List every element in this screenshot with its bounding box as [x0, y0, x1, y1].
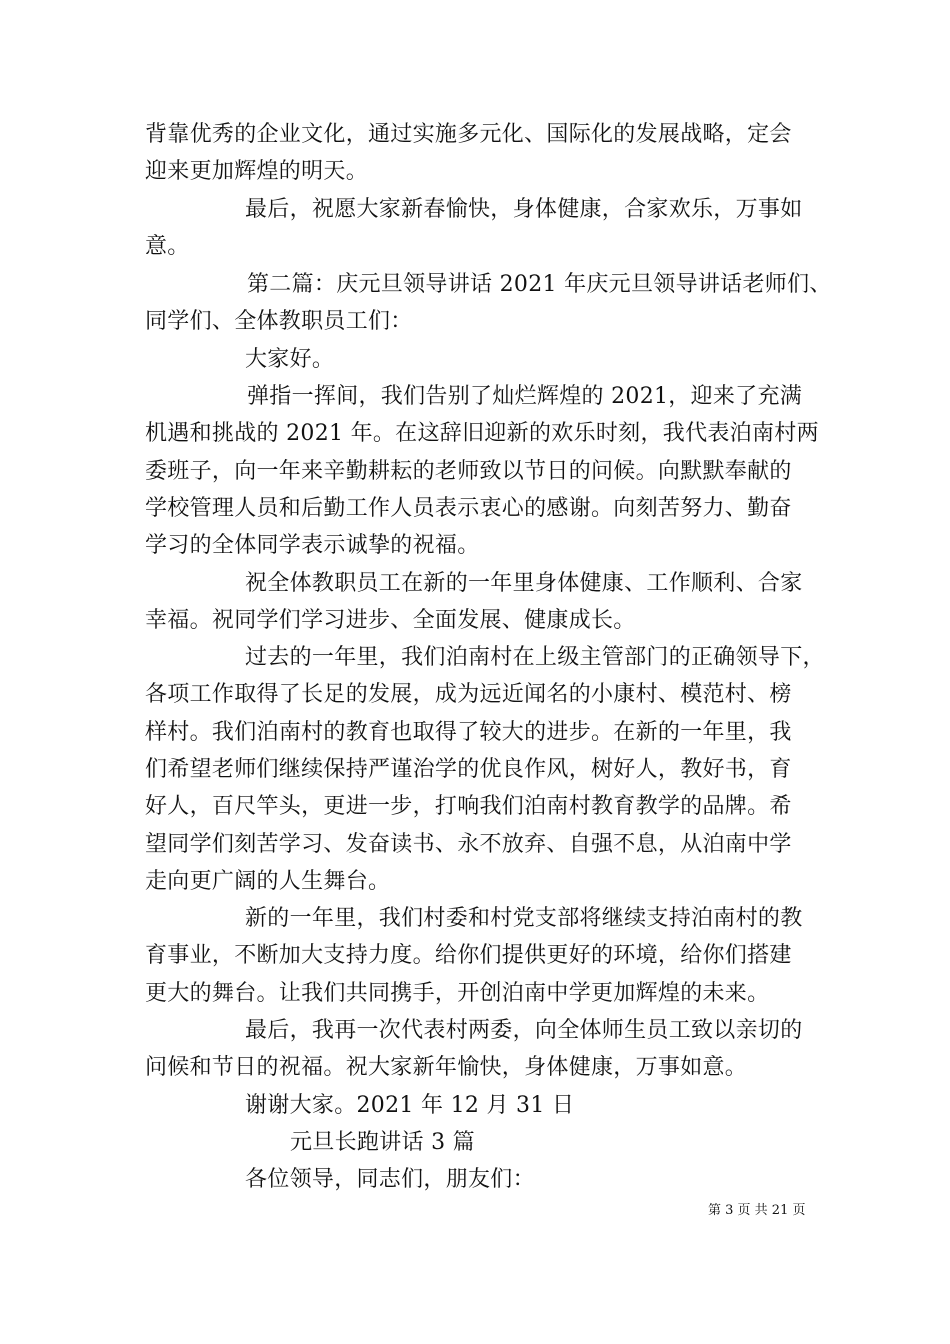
text-line: 同学们、全体教职员工们： [145, 309, 413, 334]
text-line: 幸福。祝同学们学习进步、全面发展、健康成长。 [145, 608, 636, 633]
text-line: 学校管理人员和后勤工作人员表示衷心的感谢。向刻苦努力、勤奋 [145, 496, 792, 521]
text-line: 过去的一年里，我们泊南村在上级主管部门的正确领导下， [245, 645, 825, 670]
text-line: 背靠优秀的企业文化，通过实施多元化、国际化的发展战略，定会 [145, 122, 792, 147]
text-line: 学习的全体同学表示诚挚的祝福。 [145, 533, 480, 558]
text-line: 祝全体教职员工在新的一年里身体健康、工作顺利、合家 [245, 571, 803, 596]
text-line: 好人，百尺竿头，更进一步，打响我们泊南村教育教学的品牌。希 [145, 794, 792, 819]
text-line: 弹指一挥间，我们告别了灿烂辉煌的 2021，迎来了充满 [247, 384, 803, 409]
page-number: 第 3 页 共 21 页 [708, 1203, 806, 1218]
text-line: 望同学们刻苦学习、发奋读书、永不放弃、自强不息，从泊南中学 [145, 832, 792, 857]
text-line: 们希望老师们继续保持严谨治学的优良作风，树好人，教好书，育 [145, 757, 792, 782]
text-line: 迎来更加辉煌的明天。 [145, 159, 369, 184]
text-line: 委班子，向一年来辛勤耕耘的老师致以节日的问候。向默默奉献的 [145, 459, 792, 484]
text-line: 育事业，不断加大支持力度。给你们提供更好的环境，给你们搭建 [145, 943, 792, 968]
text-line: 新的一年里，我们村委和村党支部将继续支持泊南村的教 [245, 906, 803, 931]
text-line: 最后，我再一次代表村两委，向全体师生员工致以亲切的 [245, 1018, 803, 1043]
text-line: 问候和节日的祝福。祝大家新年愉快，身体健康，万事如意。 [145, 1055, 748, 1080]
text-line: 走向更广阔的人生舞台。 [145, 869, 391, 894]
text-line: 机遇和挑战的 2021 年。在这辞旧迎新的欢乐时刻，我代表泊南村两 [145, 421, 819, 446]
text-line: 谢谢大家。2021 年 12 月 31 日 [245, 1093, 575, 1118]
text-line: 样村。我们泊南村的教育也取得了较大的进步。在新的一年里，我 [145, 720, 792, 745]
text-line: 大家好。 [245, 347, 335, 372]
text-line: 各位领导，同志们，朋友们： [245, 1167, 535, 1192]
text-line: 各项工作取得了长足的发展，成为远近闻名的小康村、模范村、榜 [145, 682, 792, 707]
text-line: 更大的舞台。让我们共同携手，开创泊南中学更加辉煌的未来。 [145, 981, 770, 1006]
text-line: 意。 [145, 234, 190, 259]
section-heading: 第二篇：庆元旦领导讲话 2021 年庆元旦领导讲话老师们、 [247, 272, 832, 297]
section-heading: 元旦长跑讲话 3 篇 [290, 1130, 475, 1155]
text-line: 最后，祝愿大家新春愉快，身体健康，合家欢乐，万事如 [245, 197, 803, 222]
